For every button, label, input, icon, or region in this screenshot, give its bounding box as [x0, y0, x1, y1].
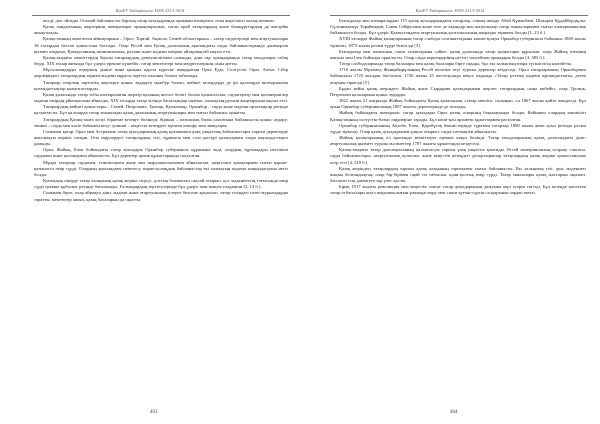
- running-header: ҚазҰУ Хабаршысы. ISSN 2313-3014: [415, 8, 485, 13]
- page-number: 404: [450, 410, 458, 415]
- paragraph: Қазақстандағы мешіттердің біразы татарлардың демеушілігімен салынды, діни оқу орындарында татар молдалары сабақ берді. XIX ғасыр аяғында бұл үдеріс ерекше күшейіп, татар мектептері мен медреселерінің саны артты.: [34, 54, 288, 67]
- page-number: 403: [150, 410, 158, 415]
- running-header: ҚазҰУ Хабаршысы. ISSN 2313-3014: [115, 8, 185, 13]
- paragraph: Татарлар отарлық тәртіптің жерлерге қоныс аударуға мәжбүр болып, кейінгі кезеңдерде де ірі қалаларда шоғырланған қоғамдастықтар қалыптастырды.: [34, 79, 288, 91]
- paragraph: Жайық бойындағы шекаралас татар ауылдары Орал қазақ әскерінің бақылауында болды. Кейіннен олардың көпшілігі Қазақстанның солтүстік-батыс өңірлеріне тарады. Бұл көші-қон архивтік құжаттармен расталған.: [330, 110, 586, 122]
- paragraph: Бұдан кейін қазақ жеріндегі Жайық және Сырдария қазақтарымен жерлес татарлардың саны көбейіп, олар Троицк, Петропавл қалаларына қоныс аударды.: [330, 85, 586, 97]
- paragraph: Бірақ 1917 жылғы революция мен кеңестік саясат татар ауылдарының дамуына кері әсерін тигізді. Бұл кезеңде көптеген татар отбасылары ауыл шаруашылығын ұжымдастыру мен саяси қуғын-сүргін салдарынан зардап шекті.: [330, 184, 586, 196]
- paragraph: XVIII ғасырда Жайық қазақтарының татар слобода салтанаттарына көшіп-қонуы Орынбор губерниясы бойынша 1869 жылы тіркеліп, 1873 жылы ресми түрде бекітілді [3].: [330, 36, 586, 48]
- paragraph: Қазақстандағы татар диаспорасының қалыптасуы тарихи ұзақ уақытты қамтиды. Ресей империясының отарлау саясаты, сауда байланыстары, ағартушылық қозғалыс және кеңестік кезеңдегі депортациялар татарлардың қазақ жеріне қоныстануына әсер етті [4, 518 б.].: [330, 147, 586, 165]
- right-page: [300, 0, 600, 424]
- paragraph: 1821 жылы 21 наурызда Жайық бойындағы Қазақ қаласының «татар мешіті» салынып, ол 1867 жылы қайта жөнделді. Бұл орын Орынбор губерниясының 1807 жылғы деректерінде де аталады.: [330, 98, 586, 110]
- text-column: [330, 18, 586, 400]
- paragraph: Қазақстанның жекелеген аймақтарына – Орал, Торғай, Ақмола, Семей облыстарына – татар саудагерлері мен ағартушылары 18 ғасырдан бастап қоныстана бастады. Олар Ресей мен Қазақ даласының арасындағы сауда байланыстарында дәнекерлік қызмет атқарып, Қазақстанның экономикалық, рухани және мәдени өміріне айтарлықтай ықпал етті.: [34, 36, 288, 54]
- paragraph: Татар слободаларында татар балалары мен қазақ балалары бірге оқыды, бұл екі халықтың өзара түсіністігін нығайтты.: [339, 61, 573, 67]
- paragraph: Сонымен бірге, олар аймақта діни, мәдени және ағартушылық істерге белсене араласып, татар тіліндегі газет-журналдарды таратты, мектептер ашып, қазақ балаларын да оқытты.: [34, 190, 288, 202]
- paragraph: Жайық қазақтарының ел арасында мешіттерге ерекше көңіл бөлінді. Татар молдаларының қазақ даласындағы діни-ағартушылық қызметі туралы мәліметтер 1787 жылғы құжаттарда кездеседі.: [330, 134, 586, 147]
- paragraph: Қазақ жеріндегі татарлардың тарихы қазақ халқының тарихымен тығыз байланысты. Екі халықтың тілі, діні, мәдениеті жақын болғандықтан, олар бір-бірімен оңай тіл табысып, қоян-қолтық өмір сүрді. Татар зиялылары қазақ жастарын оқытып, баспасөз ісін дамытуға зор үлес қосты.: [330, 165, 586, 184]
- text-column: [34, 18, 288, 400]
- paragraph: Орал, Жайық, Елек бойындағы татар ауылдары Орынбор губерниясы құрамына енді, олардың тұрғындары негізінен саудамен және қолөнермен айналысты. Бұл деректер архив құжаттарында сақталған.: [34, 147, 288, 159]
- paragraph: Мұнда татарлар саудамен, егіншілікпен және мал шаруашылығымен айналысып, жергілікті қазақтармен тығыз қарым-қатынаста өмір сүрді. Олардың арасындағы некелесу, көрші-қолаңдық байланыстар екі халықтың мәдени жақындасуына негіз болды.: [34, 159, 288, 177]
- paragraph: Қазақ қаласында татар тобы шоғырланған жерлер қаланың негізгі бөлігі болып қалыптасып, саудагерлер мен қолөнершілер мәдени өмірдің ұйытқысына айналды. XIX ғасырда татар тілінде басылымдар шығып, халықтың рухани жаңғыруына ықпал етті.: [34, 91, 288, 104]
- paragraph: Мұсылмандарды өздерінің дініне және қанына қарсы күреске шақыратын Орта Еділ, Солтүстік Орал, Батыс Сібір жерлеріндегі татарлардың тарихи-мәдени мұрасы зерттеу нысаны болып табылады.: [34, 67, 288, 79]
- paragraph: Орынбор губерниясының Ақтөбе, Елек, Қарабұтақ бекіністерінде тұратын татарлар 1890 жылы жеке ауыл ретінде ресми түрде тіркелді. Олар қазақ ауылдарымен қоңсы отырып, сауда-саттықпен айналысты.: [330, 122, 586, 134]
- paragraph: Қоғамдық пікірде татар халқының қазақ жеріне сіңісуі, ұлттық болмысын сақтай отырып, қос мәдениеттің тоғысында өмір сүруі ерекше құбылыс ретінде бағаланады. Ғалымдардың зерттеулерінде бұл үдеріс жан-жақты талданған [2, 13 б.].: [34, 178, 288, 190]
- paragraph: 1716 жылы Мұхамед Жанқайырұлының Ресей иелігіне өтуі туралы деректер кездеседі. Орал татарларының Орынбормен байланысы 1723 жылдан басталып, 1726 жылы 25 желтоқсанда кеңсе алдында «Татар ұлттық мәдени қауымдастығы» деген атаумен тіркелді [5].: [330, 67, 586, 85]
- header-rule: [330, 15, 588, 16]
- paragraph: Бекзадалар мен шекаралардан 115 қазақ ауылдарындағы татарлар, соның ішінде Абай Құнанбаев, Шәкәрім Құдайбердіұлы, Сұлтанмахмұт Торайғыров, Сәкен Сейфуллин және өзге де ақындар мен жазушылар татар зиялыларымен тығыз шығармашылық байланыста болды. Бұл үдеріс Қазақстандағы ағартушылық қозғалысының маңызды тармағы болды [1, 23 б.].: [330, 18, 586, 36]
- paragraph: Сонымен қатар, Орал мен Астрахань татар ауылдарының қазақ қоғамымен ұзақ уақыттық байланыстары тарихи деректерде жан-жақты көрініс тапқан. Осы өңірлердегі татарлардың тілі, тұрмысы мен салт-дәстүрі қазақтармен өзара ықпалдастықта дамыды.: [34, 128, 288, 147]
- paragraph: Бекзадалар мен патшалық саяси талаптарына сәйкес қазақ даласында татар қоныстары құрылып, олар Жайық өзенінің жағасы мен Ілек бойында орналасты. Олар сауда керуендерінің негізгі тоқтайтын орындары болды [4, 383 б.].: [330, 48, 586, 60]
- header-rule: [32, 15, 290, 16]
- paragraph: Татарлардың кейінгі қоныстары – Семей, Петропавл, Троицк, Қызылжар, Орынбор – сауда және мәдени орталықтар ретінде қалыптасты. Бұл қалаларда татар зиялылары қазақ даласының ағартушылары мен тығыз байланыс орнатты.: [34, 104, 288, 116]
- paragraph: келді: деп ойлады. Осылай байланысты барлық татар ауылдарында орнынан көшіріліп, оған жергілікті халық көшкен.: [43, 18, 275, 23]
- paragraph: Қазақ хандығының жерлерінің шекаралары орнықтырылып, соған орай татарлардың және башқұрттардың да жағдайы анықталады.: [34, 24, 288, 36]
- paragraph: Татарлардың Қазақстанға келуі бірнеше кезеңге бөлінеді: бірінші – патшалық билік саясатына байланысты қоныс аудару; екінші – сауда мен кәсіп бабымен келу; үшінші – кеңестік кезеңдегі күштеп көшіру мен эвакуация.: [34, 116, 288, 128]
